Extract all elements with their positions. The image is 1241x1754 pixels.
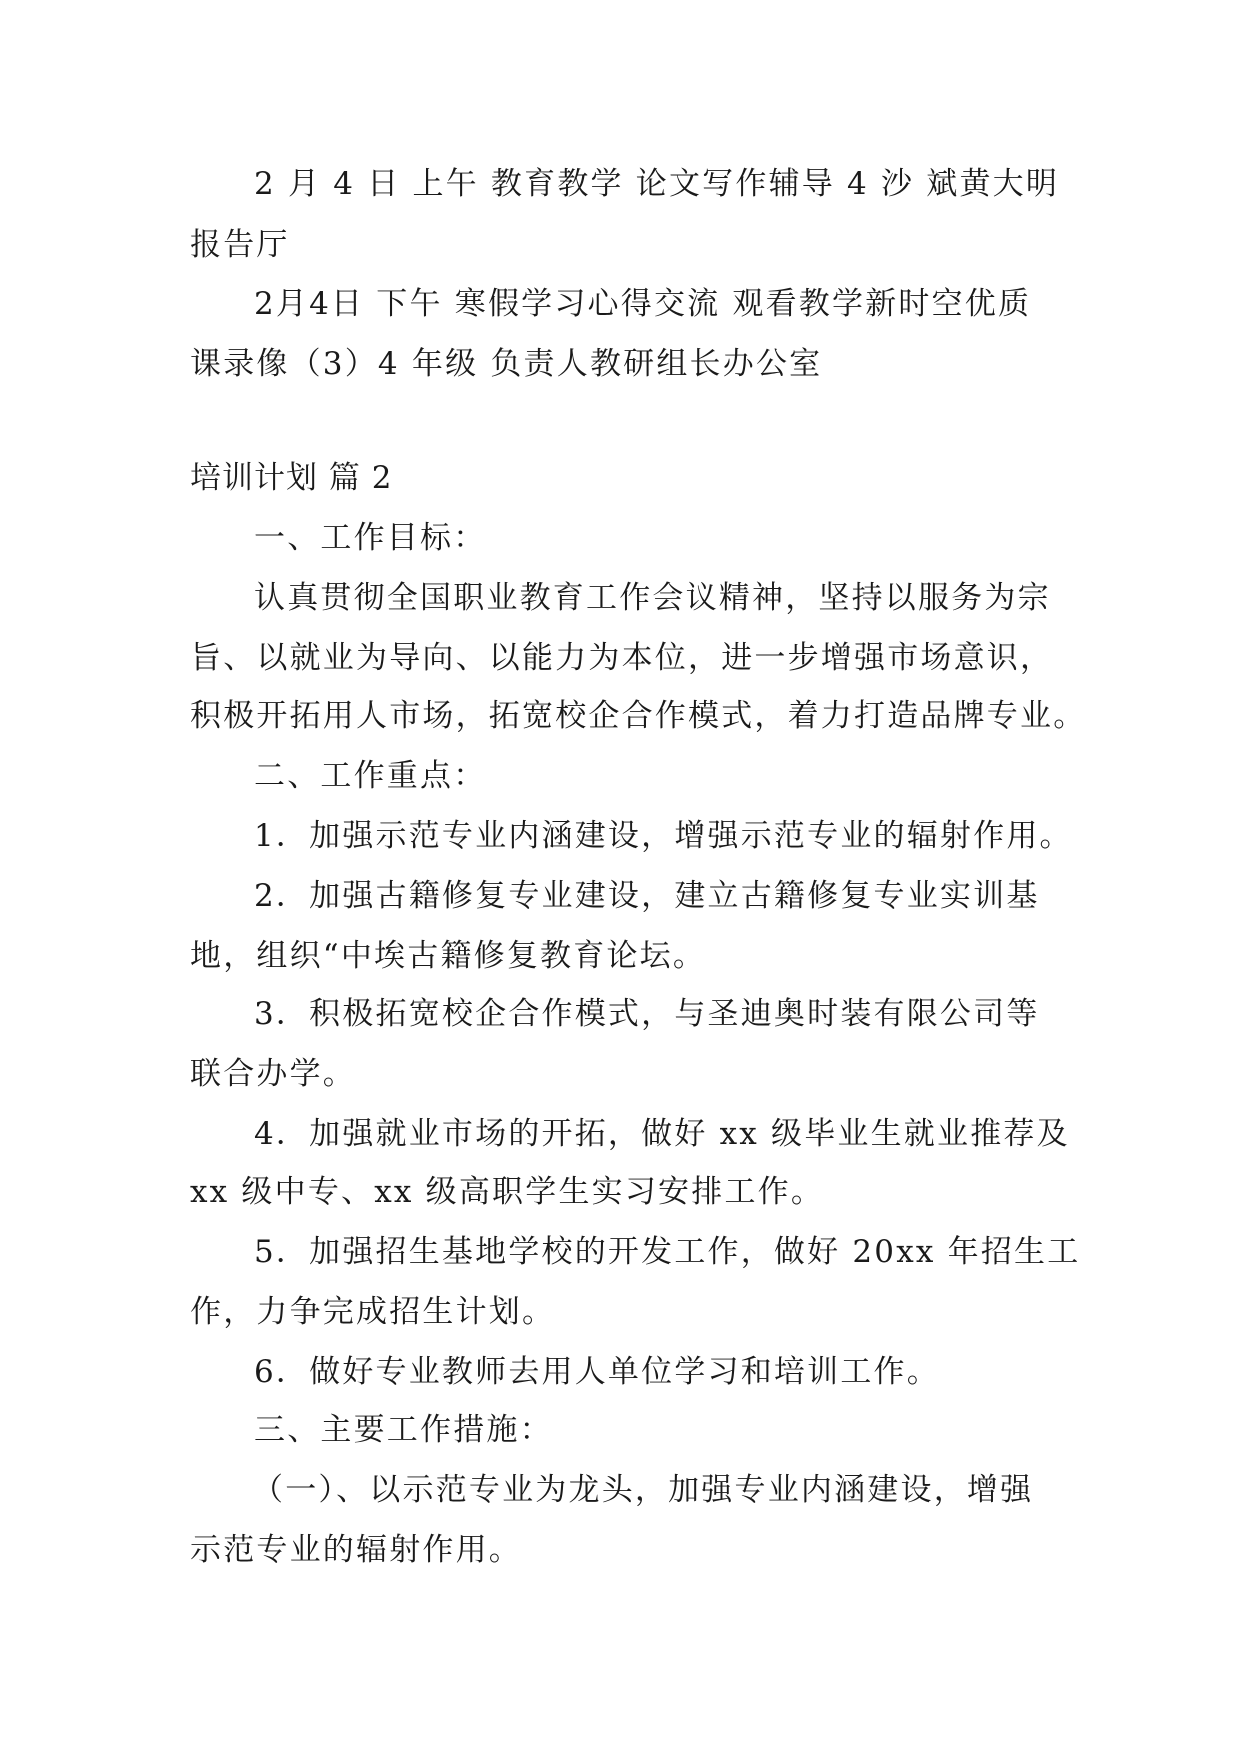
- focus-item-line: 作，力争完成招生计划。: [190, 1294, 556, 1330]
- schedule-row-1-line-1: 2 月 4 日 上午 教育教学 论文写作辅导 4 沙 斌黄大明: [254, 166, 1060, 202]
- focus-item-line: 4．加强就业市场的开拓，做好 xx 级毕业生就业推荐及: [254, 1116, 1070, 1152]
- goal-text-line: 积极开拓用人市场，拓宽校企合作模式，着力打造品牌专业。: [190, 698, 1087, 734]
- focus-heading: 二、工作重点：: [254, 758, 487, 794]
- focus-item-line: 3．积极拓宽校企合作模式，与圣迪奥时装有限公司等: [254, 996, 1040, 1032]
- schedule-row-1-line-2: 报告厅: [190, 227, 290, 263]
- focus-item-line: 2．加强古籍修复专业建设，建立古籍修复专业实训基: [254, 878, 1040, 914]
- focus-item-line: 5．加强招生基地学校的开发工作，做好 20xx 年招生工: [254, 1234, 1081, 1270]
- section-title: 培训计划 篇 2: [190, 460, 393, 496]
- goal-heading: 一、工作目标：: [254, 520, 487, 556]
- focus-item-line: xx 级中专、xx 级高职学生实习安排工作。: [190, 1174, 825, 1210]
- measures-heading: 三、主要工作措施：: [254, 1412, 553, 1448]
- schedule-row-2-line-1: 2月4日 下午 寒假学习心得交流 观看教学新时空优质: [254, 286, 1032, 322]
- measures-text-line: 示范专业的辐射作用。: [190, 1532, 522, 1568]
- focus-item-line: 6．做好专业教师去用人单位学习和培训工作。: [254, 1354, 940, 1390]
- goal-text-line: 认真贯彻全国职业教育工作会议精神，坚持以服务为宗: [254, 580, 1051, 616]
- goal-text-line: 旨、以就业为导向、以能力为本位，进一步增强市场意识，: [190, 640, 1054, 676]
- schedule-row-2-line-2: 课录像（3）4 年级 负责人教研组长办公室: [190, 346, 823, 382]
- measures-text-line: （一）、以示范专业为龙头，加强专业内涵建设，增强: [252, 1472, 1034, 1508]
- focus-item-line: 联合办学。: [190, 1056, 356, 1092]
- focus-item-line: 1．加强示范专业内涵建设，增强示范专业的辐射作用。: [254, 818, 1073, 854]
- focus-item-line: 地，组织“中埃古籍修复教育论坛。: [190, 938, 707, 974]
